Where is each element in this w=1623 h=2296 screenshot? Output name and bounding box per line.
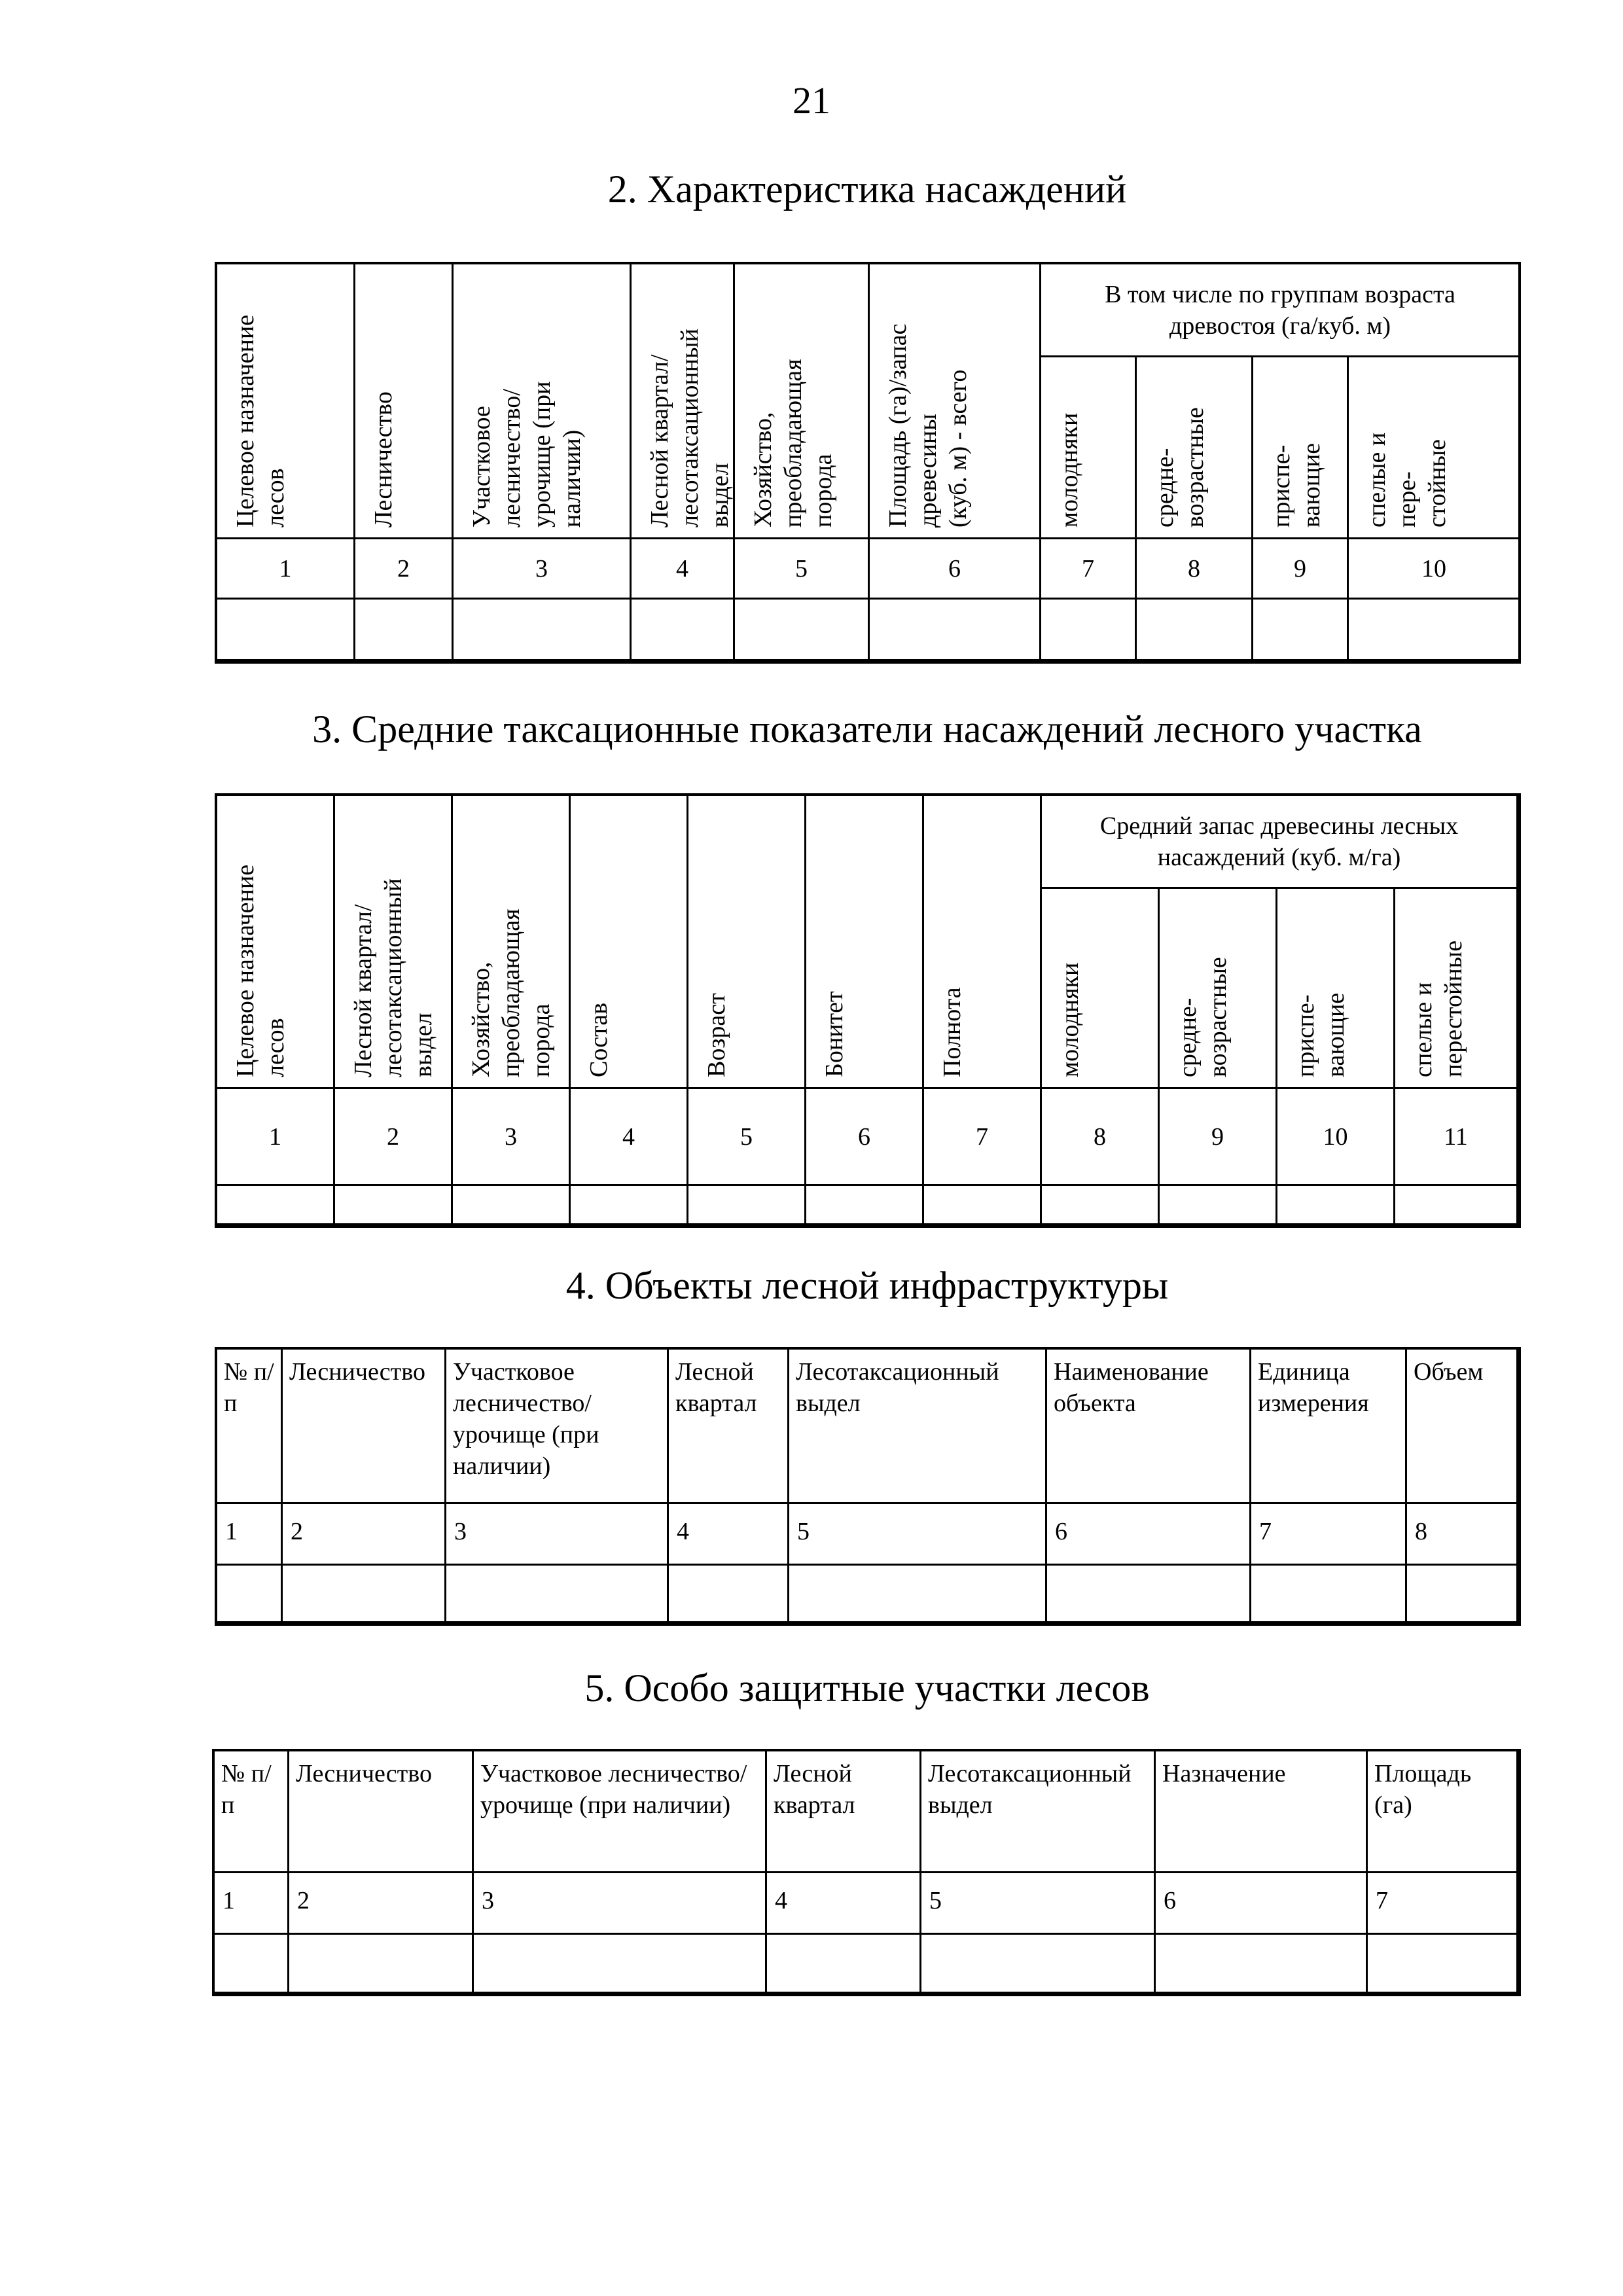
header-text-line: лесотаксационный [676,329,704,528]
empty-data-cell [335,1186,453,1225]
column-header-text: Участковое лесничество/ урочище (при наличии) [453,1358,599,1480]
empty-data-cell [1041,600,1137,661]
empty-data-cell [454,600,632,661]
column-number [921,1873,1156,1935]
column-number [474,1873,767,1935]
header-text-line: Площадь (га)/запас [884,323,912,528]
column-number [453,1089,571,1186]
empty-data-cell [1368,1935,1518,1994]
column-header [571,796,688,1089]
empty-data-cell [789,1566,1047,1623]
column-number-text: 1 [279,554,292,583]
empty-data-cell [217,1186,335,1225]
column-number [1041,539,1137,600]
column-number-text: 3 [454,1518,467,1545]
header-text-line: Участковое [468,406,495,528]
header-text-line: порода [810,454,837,528]
header-text-line: (куб. м) - всего [944,369,972,528]
empty-data-cell [1251,1566,1407,1623]
page-number: 21 [793,79,830,122]
column-header-text: Объем [1414,1358,1484,1386]
column-header [789,1350,1047,1504]
header-text-line: вающие [1322,992,1349,1077]
header-text-line: молодняки [1056,962,1084,1077]
empty-data-cell [1137,600,1253,661]
header-text-line: молодняки [1056,412,1083,528]
column-number-text: 3 [482,1887,494,1914]
column-header [1277,889,1395,1089]
empty-data-cell [446,1566,669,1623]
column-number [217,539,355,600]
column-header-text: Лесничество [296,1760,432,1787]
group-header-text: В том числе по группам возраста древостоя (га/куб. м) [1105,280,1455,340]
column-number [1277,1089,1395,1186]
column-number-text: 6 [1055,1518,1067,1545]
empty-data-cell [1042,1186,1160,1225]
column-number-text: 6 [948,554,961,583]
column-number [735,539,870,600]
column-number-text: 1 [225,1518,238,1545]
header-text-line: Лесной квартал/ [646,354,673,528]
column-header [453,796,571,1089]
column-number-text: 8 [1188,554,1200,583]
column-header [1349,357,1521,539]
column-header-text: Лесотаксационный выдел [928,1760,1132,1819]
column-header [217,1350,283,1504]
header-text-line: Состав [585,1002,613,1077]
column-number-text: 5 [797,1518,810,1545]
group-header [1042,796,1518,889]
empty-data-cell [1349,600,1521,661]
header-text-line: порода [527,1003,555,1077]
column-header [870,264,1041,539]
column-header-text: № п/п [221,1760,272,1819]
column-number-text: 7 [1259,1518,1272,1545]
column-header-text: Лесной квартал [675,1358,757,1417]
column-number [1156,1873,1368,1935]
column-number-text: 9 [1211,1122,1224,1151]
empty-data-cell [283,1566,446,1623]
header-text-line: Возраст [703,993,730,1077]
header-text-line: Лесничество [370,391,397,528]
column-number [1042,1089,1160,1186]
column-number [446,1504,669,1566]
column-number-text: 8 [1415,1518,1427,1545]
column-number [217,1089,335,1186]
column-number [283,1504,446,1566]
column-number [870,539,1041,600]
header-text-line: приспе- [1292,994,1319,1077]
table-average-taxation [215,793,1521,1228]
empty-data-cell [669,1566,789,1623]
header-text-line: спелые и [1410,982,1437,1077]
column-number-text: 4 [622,1122,635,1151]
column-number-text: 10 [1323,1122,1348,1151]
column-header [217,264,355,539]
empty-data-cell [453,1186,571,1225]
column-number-text: 2 [397,554,410,583]
column-header [1041,357,1137,539]
column-header [688,796,806,1089]
column-number [571,1089,688,1186]
column-header [1253,357,1349,539]
header-text-line: спелые и [1363,432,1391,528]
column-number-text: 4 [775,1887,787,1914]
column-number [688,1089,806,1186]
column-header [217,796,335,1089]
section-4-title: 4. Объекты лесной инфраструктуры [565,1264,1169,1307]
empty-data-cell [474,1935,767,1994]
column-number [924,1089,1042,1186]
empty-data-cell [1395,1186,1518,1225]
column-header [1160,889,1277,1089]
column-header-text: Площадь (га) [1374,1760,1472,1819]
column-number-text: 7 [1082,554,1094,583]
header-text-line: Хозяйство, [467,961,495,1077]
column-header-text: Назначение [1162,1760,1286,1787]
column-number [1395,1089,1518,1186]
empty-data-cell [767,1935,921,1994]
column-number [1407,1504,1518,1566]
column-number-text: 7 [1376,1887,1388,1914]
header-text-line: выдел [706,463,734,528]
column-header [1251,1350,1407,1504]
column-header [924,796,1042,1089]
header-text-line: выдел [410,1013,437,1077]
column-number-text: 1 [269,1122,281,1151]
column-number-text: 4 [676,554,688,583]
column-number-text: 5 [795,554,808,583]
column-header-text: Лесничество [289,1358,425,1386]
header-text-line: Лесной квартал/ [349,904,377,1077]
column-number [669,1504,789,1566]
empty-data-cell [735,600,870,661]
empty-data-cell [289,1935,474,1994]
column-header [1368,1751,1518,1873]
column-number [335,1089,453,1186]
column-number [1253,539,1349,600]
empty-data-cell [1277,1186,1395,1225]
table-stand-characteristics [215,262,1521,664]
column-number-text: 2 [387,1122,399,1151]
column-number [1349,539,1521,600]
column-number-text: 3 [505,1122,517,1151]
column-number [355,539,454,600]
empty-data-cell [924,1186,1042,1225]
column-header [767,1751,921,1873]
column-number-text: 5 [740,1122,753,1151]
header-text-line: приспе- [1268,444,1295,528]
column-number [1368,1873,1518,1935]
column-header [921,1751,1156,1873]
header-text-line: лесов [262,1018,289,1077]
column-number [806,1089,924,1186]
group-header [1041,264,1521,357]
column-header [446,1350,669,1504]
column-number-text: 6 [858,1122,870,1151]
header-text-line: средне- [1174,997,1202,1077]
empty-data-cell [688,1186,806,1225]
column-number [632,539,735,600]
header-text-line: перестойные [1440,940,1467,1077]
column-number-text: 4 [677,1518,689,1545]
column-number-text: 9 [1294,554,1306,583]
header-text-line: стойные [1423,439,1451,528]
column-number-text: 7 [976,1122,988,1151]
empty-data-cell [355,600,454,661]
header-text-line: лесотаксационный [380,878,407,1077]
column-number-text: 8 [1094,1122,1106,1151]
column-header-text: Единица измерения [1258,1358,1369,1417]
header-text-line: возрастные [1181,407,1209,528]
header-text-line: вающие [1298,442,1325,528]
column-header [283,1350,446,1504]
section-2-title: 2. Характеристика насаждений [607,168,1127,211]
column-header-text: Участковое лесничество/урочище (при наличии) [480,1760,747,1819]
column-number [215,1873,289,1935]
column-number [1047,1504,1251,1566]
header-text-line: Целевое назначение [232,314,259,528]
header-text-line: средне- [1151,448,1179,528]
header-text-line: преобладающая [497,908,525,1077]
column-header [454,264,632,539]
header-text-line: наличии) [558,429,586,528]
section-3-title: 3. Средние таксационные показатели насаждений лесного участка [312,708,1422,751]
header-text-line: Бонитет [821,991,848,1077]
header-text-line: урочище (при [528,381,556,528]
column-header [1407,1350,1518,1504]
empty-data-cell [632,600,735,661]
empty-data-cell [1253,600,1349,661]
empty-data-cell [1407,1566,1518,1623]
column-header [1047,1350,1251,1504]
column-header [1042,889,1160,1089]
empty-data-cell [1160,1186,1277,1225]
column-number-text: 2 [291,1518,303,1545]
column-header [335,796,453,1089]
section-5-title: 5. Особо защитные участки лесов [584,1666,1150,1710]
column-header [289,1751,474,1873]
empty-data-cell [870,600,1041,661]
column-header [215,1751,289,1873]
empty-data-cell [921,1935,1156,1994]
column-number-text: 6 [1164,1887,1176,1914]
header-text-line: Хозяйство, [749,412,777,528]
column-number [767,1873,921,1935]
empty-data-cell [571,1186,688,1225]
column-header-text: Лесотаксационный выдел [796,1358,999,1417]
header-text-line: Целевое назначение [232,864,259,1077]
column-header [474,1751,767,1873]
column-header-text: Наименование объекта [1054,1358,1209,1417]
column-number-text: 1 [223,1887,235,1914]
column-number [1137,539,1253,600]
column-number-text: 11 [1444,1122,1468,1151]
empty-data-cell [215,1935,289,1994]
header-text-line: древесины [914,414,942,528]
column-number [1160,1089,1277,1186]
column-header [1156,1751,1368,1873]
empty-data-cell [217,1566,283,1623]
column-number-text: 3 [535,554,548,583]
header-text-line: преобладающая [779,359,807,528]
table-forest-infrastructure [215,1347,1521,1626]
empty-data-cell [217,600,355,661]
column-number [454,539,632,600]
header-text-line: лесов [262,468,289,528]
header-text-line: лесничество/ [498,389,526,528]
column-number [289,1873,474,1935]
group-header-text: Средний запас древесины лесных насаждений (куб. м/га) [1099,812,1459,871]
column-header [632,264,735,539]
table-protective-forest-areas [212,1749,1521,1996]
empty-data-cell [1156,1935,1368,1994]
column-header [669,1350,789,1504]
column-number-text: 10 [1421,554,1446,583]
column-number-text: 5 [929,1887,942,1914]
column-header [1395,889,1518,1089]
header-text-line: пере- [1393,471,1421,528]
column-header [355,264,454,539]
empty-data-cell [806,1186,924,1225]
column-header-text: № п/п [224,1358,274,1417]
column-header [806,796,924,1089]
header-text-line: возрастные [1204,957,1232,1077]
column-number [1251,1504,1407,1566]
column-header-text: Лесной квартал [774,1760,855,1819]
column-header [1137,357,1253,539]
column-number-text: 2 [297,1887,310,1914]
column-number [217,1504,283,1566]
column-header [735,264,870,539]
empty-data-cell [1047,1566,1251,1623]
column-number [789,1504,1047,1566]
header-text-line: Полнота [938,987,966,1077]
